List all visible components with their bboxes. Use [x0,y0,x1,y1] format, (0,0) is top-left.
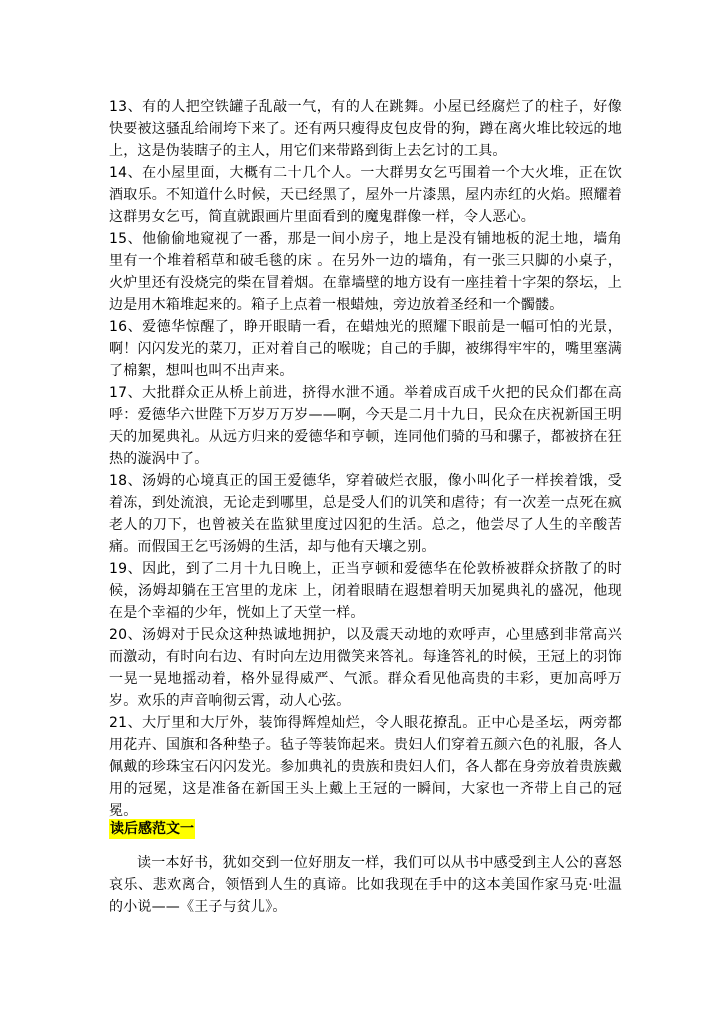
story-excerpts [109,96,622,822]
paragraph-13: 13、有的人把空铁罐子乱敲一气，有的人在跳舞。小屋已经腐烂了的柱子，好像快要被这骚乱给闹垮下来了。还有两只瘦得皮包皮骨的狗，蹲在离火堆比较远的地上，这是伪装瞎子的主人，用它们来带路到街上去乞讨的工具。 [109,99,622,159]
essay-paragraph: 读一本好书，犹如交到一位好朋友一样，我们可以从书中感受到主人公的喜怒哀乐、悲欢离合，领悟到人生的真谛。比如我现在手中的这本美国作家马克·吐温的小说——《王子与贫儿》。 [109,855,622,915]
section-heading: 读后感范文一 [110,821,194,837]
paragraph-18: 18、汤姆的心境真正的国王爱德华，穿着破烂衣服，像小叫化子一样挨着饿，受着冻，到处流浪，无论走到哪里，总是受人们的讥笑和虐待；有一次差一点死在疯老人的刀下，也曾被关在监狱里度过囚犯的生活。总之，他尝尽了人生的辛酸苦痛。而假国王乞丐汤姆的生活，却与他有天壤之别。 [109,473,622,555]
section-heading-wrap [109,818,195,840]
paragraph-19: 19、因此，到了二月十九日晚上，正当亨顿和爱德华在伦敦桥被群众挤散了的时候，汤姆却躺在王宫里的龙床 上，闭着眼睛在遐想着明天加冕典礼的盛况，他现在是个幸福的少年，恍如上了天堂一样。 [109,561,622,621]
paragraph-15: 15、他偷偷地窥视了一番，那是一间小房子，地上是没有铺地板的泥土地，墙角里有一个堆着稻草和破毛毯的床 。在另外一边的墙角，有一张三只脚的小桌子，火炉里还有没烧完的柴在冒着烟。在靠墙壁的地方设有一座挂着十字架的祭坛，上边是用木箱堆起来的。箱子上点着一根蜡烛，旁边放着圣经和一个髑髅。 [109,231,622,313]
essay-body [109,852,622,918]
paragraph-16: 16、爱德华惊醒了，睁开眼睛一看，在蜡烛光的照耀下眼前是一幅可怕的光景，啊！闪闪发光的菜刀，正对着自己的喉咙；自己的手脚，被绑得牢牢的，嘴里塞满了棉絮，想叫也叫不出声来。 [109,319,622,379]
paragraph-20: 20、汤姆对于民众这种热诚地拥护，以及震天动地的欢呼声，心里感到非常高兴而激动，有时向右边、有时向左边用微笑来答礼。每逢答礼的时候，王冠上的羽饰一晃一晃地摇动着，格外显得威严、气派。群众看见他高贵的丰彩，更加高呼万岁。欢乐的声音响彻云霄，动人心弦。 [109,627,622,709]
paragraph-21: 21、大厅里和大厅外，装饰得辉煌灿烂，令人眼花撩乱。正中心是圣坛，两旁都用花卉、国旗和各种垫子。毡子等装饰起来。贵妇人们穿着五颜六色的礼服，各人佩戴的珍珠宝石闪闪发光。参加典礼的贵族和贵妇人们，各人都在身旁放着贵族戴用的冠冕，这是准备在新国王头上戴上王冠的一瞬间，大家也一齐带上自己的冠冕。 [109,715,622,819]
paragraph-17: 17、大批群众正从桥上前进，挤得水泄不通。举着成百成千火把的民众们都在高呼：爱德华六世陛下万岁万万岁——啊，今天是二月十九日，民众在庆祝新国王明天的加冕典礼。从远方归来的爱德华和亨顿，连同他们骑的马和骡子，都被挤在狂热的漩涡中了。 [109,385,622,467]
paragraph-14: 14、在小屋里面，大概有二十几个人。一大群男女乞丐围着一个大火堆，正在饮酒取乐。不知道什么时候，天已经黑了，屋外一片漆黑，屋内赤红的火焰。照耀着这群男女乞丐，简直就跟画片里面看到的魔鬼群像一样，令人恶心。 [109,165,622,225]
